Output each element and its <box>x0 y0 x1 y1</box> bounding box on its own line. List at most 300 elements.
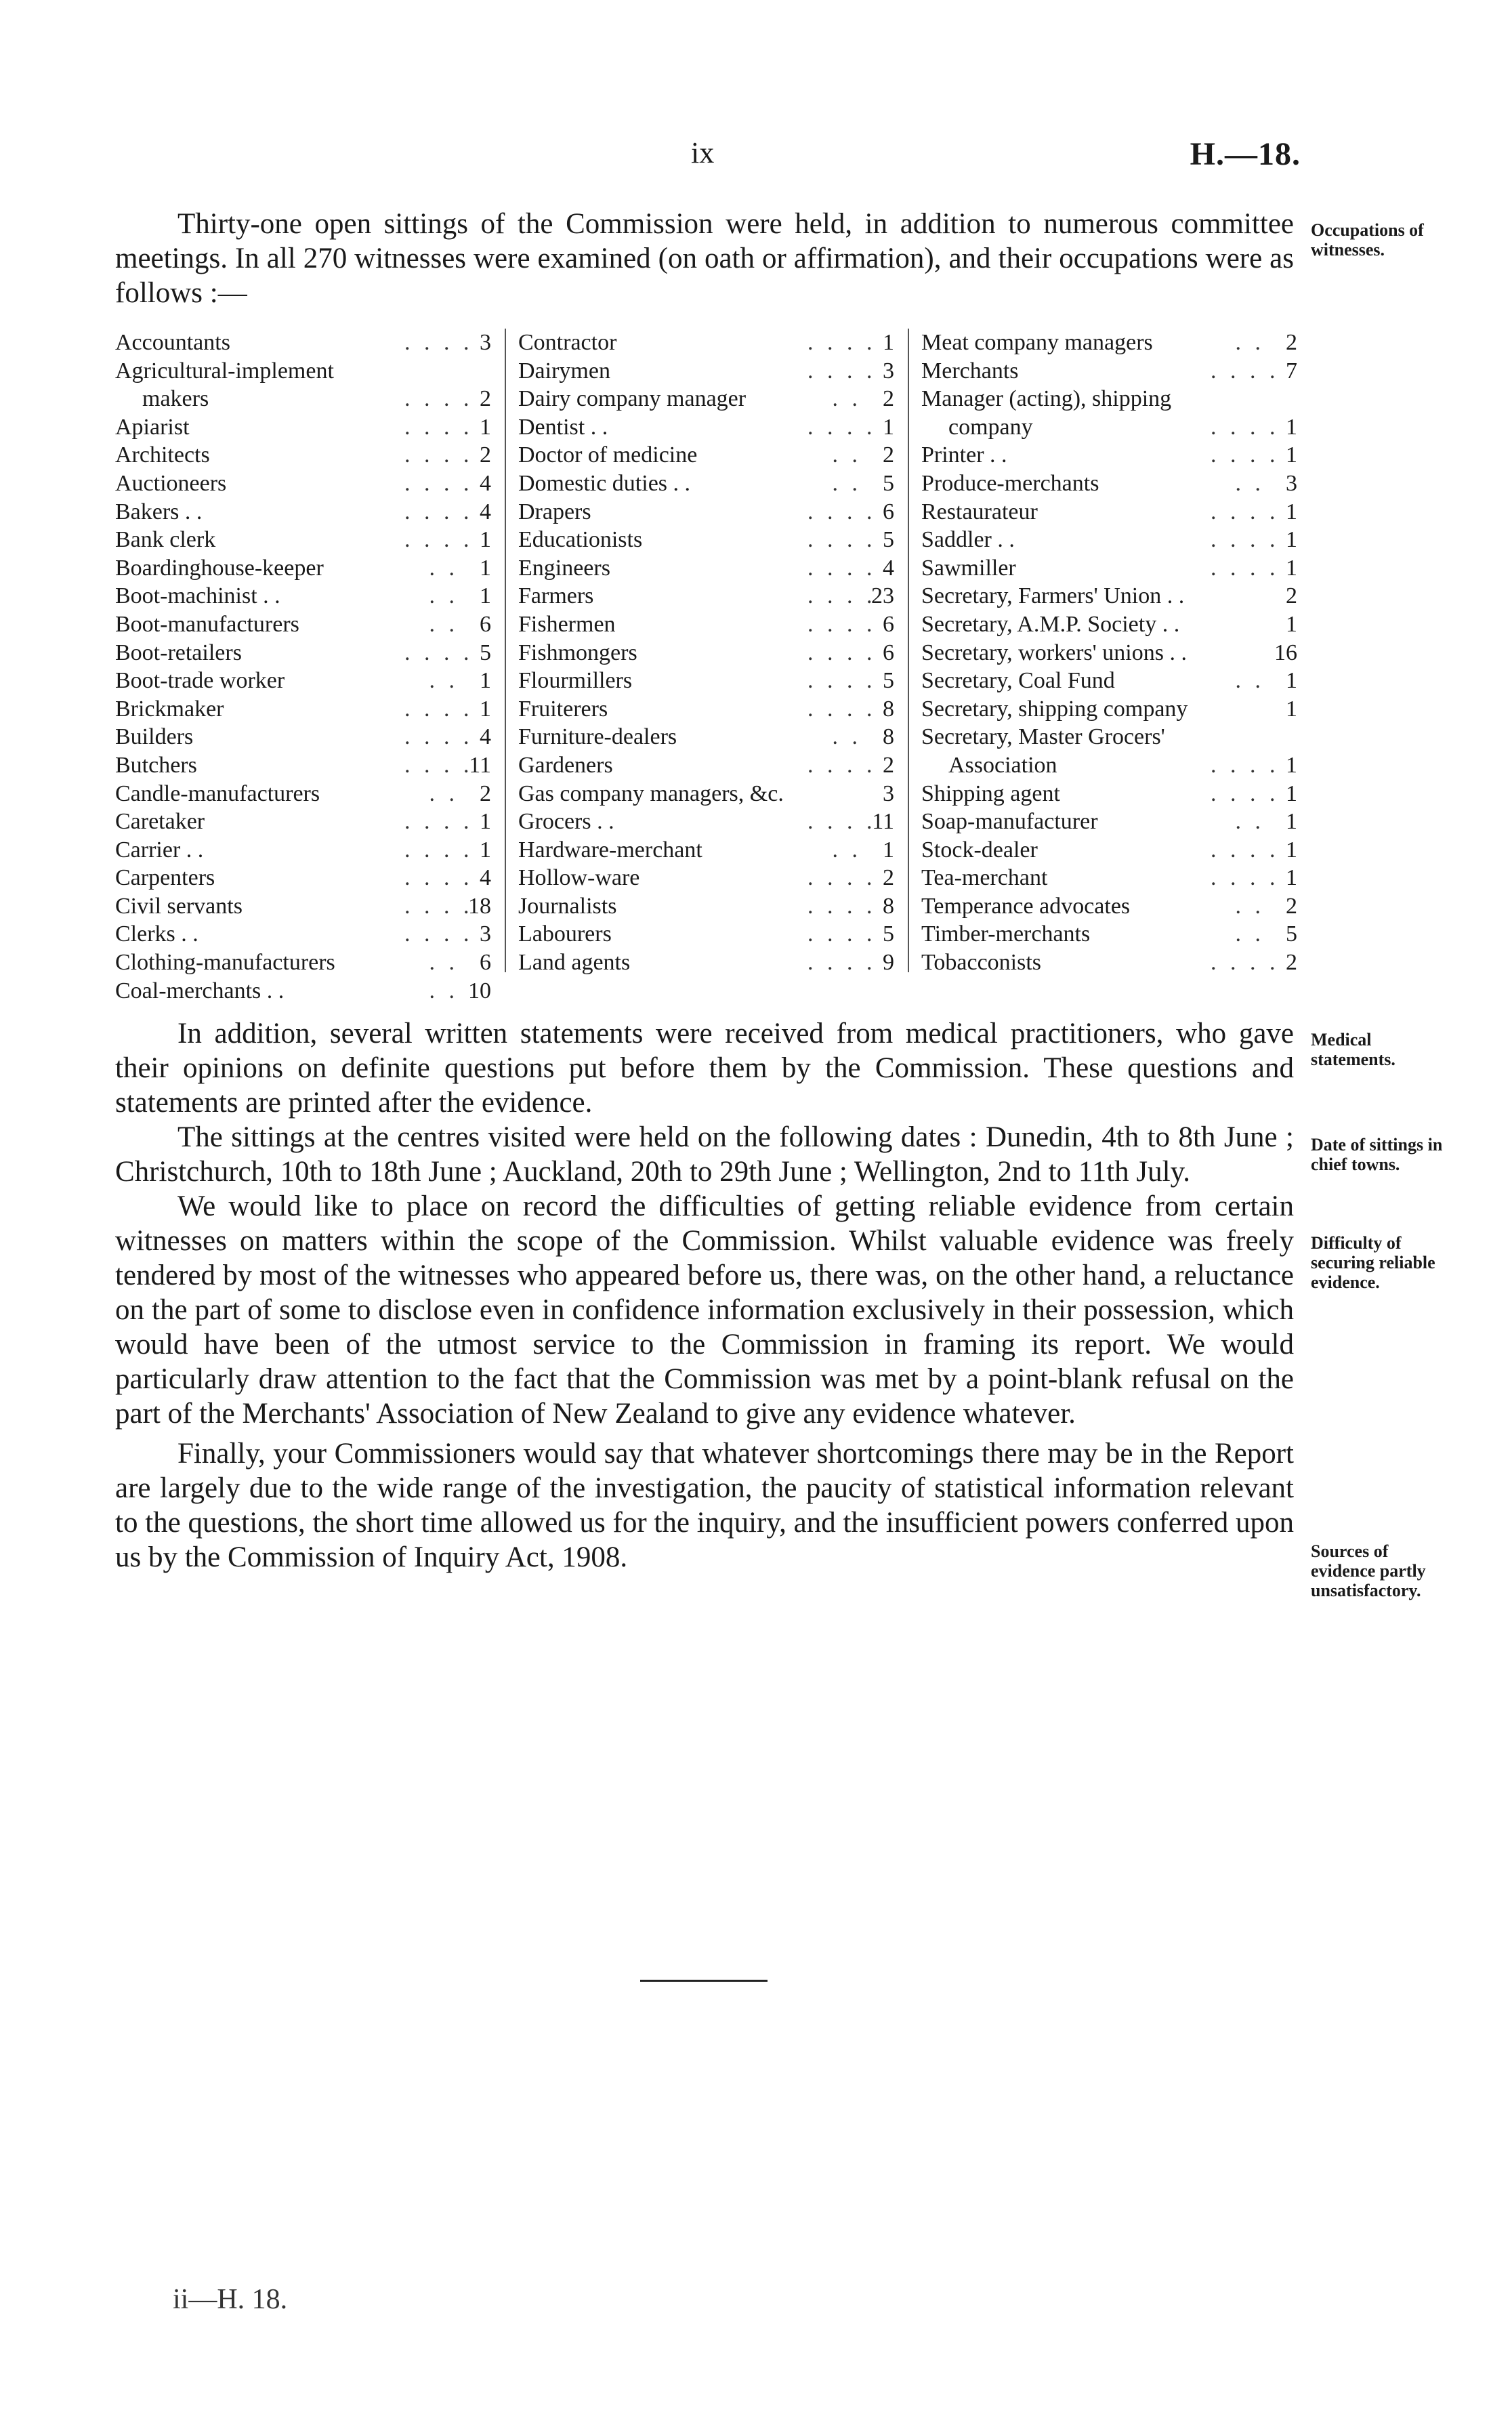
witness-count: 11 <box>469 752 491 778</box>
leader-dots <box>1211 385 1265 413</box>
intro-paragraph: Thirty-one open sittings of the Commission were held, in addition to numerous committee meetings. In all 270 witnesses were examined (on oath or affirmation), and their occupations were as follows :— <box>115 208 1294 309</box>
leader-dots <box>1211 695 1265 724</box>
leader-dots: . . . . <box>807 640 877 665</box>
witness-count: 7 <box>1286 358 1297 383</box>
occupation-name: Secretary, A.M.P. Society . . <box>921 611 1180 637</box>
page-number: ix <box>691 136 715 169</box>
witness-count: 4 <box>480 865 491 891</box>
occupation-name: Fishmongers <box>518 640 637 665</box>
occupation-name: Secretary, shipping company <box>921 696 1188 722</box>
occupation-row <box>921 836 1297 865</box>
leader-dots: . . . . <box>1211 837 1280 862</box>
witness-count: 8 <box>883 893 894 919</box>
occupation-row <box>518 639 894 667</box>
witness-count: 3 <box>1286 470 1297 496</box>
occupation-row <box>518 667 894 695</box>
occupation-name: Gas company managers, &c. <box>518 781 784 806</box>
witness-count: 1 <box>1286 527 1297 553</box>
witness-count: 1 <box>480 837 491 862</box>
leader-dots: . . <box>429 978 459 1003</box>
witness-count: 2 <box>1286 950 1297 976</box>
occupation-row <box>921 695 1297 724</box>
occupation-row <box>115 836 491 865</box>
occupation-name: Hollow-ware <box>518 865 640 891</box>
witness-count: 1 <box>480 414 491 440</box>
occupation-row <box>115 864 491 892</box>
leader-dots: . . <box>1235 668 1265 694</box>
occupation-row <box>518 357 894 386</box>
intro-section <box>115 207 1294 310</box>
occupation-row <box>518 526 894 554</box>
occupation-row <box>921 751 1297 780</box>
leader-dots: . . . . <box>1211 527 1280 553</box>
leader-dots: . . . . <box>404 499 474 524</box>
leader-dots: . . . . <box>807 668 877 694</box>
occupation-name: Clerks . . <box>115 921 198 947</box>
occupation-row <box>921 526 1297 554</box>
paragraph-difficulty: We would like to place on record the difficulties of getting reliable evidence from certain witnesses on matters within the scope of the Commission. Whilst valuable evidence was freely tendered by most of the witnesses who appeared before us, there was, on the other hand, a reluctance on the part of some to disclose even in confidence information exclusively in their possession, which would have been of the utmost service to the Commission in framing its report. We would particularly draw attention to the fact that the Commission was met by a point-blank refusal on the part of the Merchants' Association of New Zealand to give any evidence whatever. <box>115 1190 1294 1430</box>
body-text <box>115 1016 1294 1575</box>
leader-dots: . . . . <box>1211 781 1280 806</box>
leader-dots: . . . . <box>807 555 877 581</box>
leader-dots: . . . . <box>807 330 877 355</box>
document-reference: H.—18. <box>1190 136 1301 172</box>
occupation-name: Merchants <box>921 358 1019 383</box>
occupation-name: Shipping agent <box>921 781 1060 806</box>
witness-count: 5 <box>480 640 491 665</box>
occupation-row <box>115 554 491 583</box>
witness-count: 1 <box>1286 781 1297 806</box>
witness-count <box>1265 385 1297 413</box>
occupation-name: Doctor of medicine <box>518 442 698 468</box>
witness-count <box>459 357 491 386</box>
leader-dots <box>404 357 459 386</box>
witness-count: 5 <box>883 527 894 553</box>
occupation-name: Apiarist <box>115 414 190 440</box>
occupation-row <box>518 808 894 836</box>
leader-dots: . . . . <box>404 330 474 355</box>
witness-count: 2 <box>480 442 491 468</box>
occupation-name: Brickmaker <box>115 696 224 722</box>
occupation-name: Auctioneers <box>115 470 227 496</box>
occupation-row <box>518 441 894 470</box>
leader-dots: . . . . <box>1211 555 1280 581</box>
sidenote-dates: Date of sittings in chief towns. <box>1311 1135 1443 1174</box>
occupation-name: Restaurateur <box>921 499 1038 524</box>
occupation-name: Farmers <box>518 583 594 609</box>
occupation-row <box>115 920 491 949</box>
leader-dots: . . <box>429 781 459 806</box>
occupation-name: Stock-dealer <box>921 837 1038 862</box>
occupation-name: Secretary, workers' unions . . <box>921 640 1187 665</box>
occupation-name: Tobacconists <box>921 950 1042 976</box>
leader-dots: . . <box>832 386 862 412</box>
witness-count: 1 <box>480 527 491 553</box>
leader-dots: . . . . <box>807 358 877 383</box>
leader-dots: . . . . <box>404 893 474 919</box>
occupation-row <box>921 610 1297 639</box>
witness-count: 2 <box>480 781 491 806</box>
leader-dots: . . <box>429 950 459 976</box>
occupations-column-1 <box>115 329 491 1005</box>
witness-count: 18 <box>468 893 491 919</box>
leader-dots: . . . . <box>807 921 877 947</box>
occupation-name: Gardeners <box>518 752 613 778</box>
witness-count: 3 <box>883 358 894 383</box>
witness-count: 1 <box>1286 499 1297 524</box>
witness-count: 1 <box>883 837 894 862</box>
leader-dots: . . . . <box>1211 865 1280 891</box>
leader-dots: . . . . <box>404 921 474 947</box>
leader-dots: . . . . <box>1211 442 1280 468</box>
occupation-row <box>115 667 491 695</box>
sidenote-difficulty: Difficulty of securing reliable evidence. <box>1311 1233 1435 1292</box>
occupation-row <box>115 441 491 470</box>
paragraph-medical: In addition, several written statements were received from medical practitioners, who gave their opinions on definite questions put before them by the Commission. These questions and statements are printed after the evidence. <box>115 1018 1294 1119</box>
occupation-name: Grocers . . <box>518 809 614 835</box>
witness-count: 4 <box>480 724 491 750</box>
occupation-row <box>921 329 1297 357</box>
witness-count <box>1265 723 1297 751</box>
occupation-name: Fishermen <box>518 611 616 637</box>
occupation-row <box>921 385 1297 413</box>
page-header <box>0 136 1512 183</box>
leader-dots: . . . . <box>807 583 877 609</box>
occupation-row <box>921 582 1297 610</box>
occupation-name: Boot-retailers <box>115 640 242 665</box>
occupation-name: Candle-manufacturers <box>115 781 320 806</box>
leader-dots: . . . . <box>404 724 474 750</box>
leader-dots: . . . . <box>807 893 877 919</box>
occupation-name: Manager (acting), shipping <box>921 386 1172 412</box>
witness-count: 2 <box>883 386 894 412</box>
occupation-row <box>518 610 894 639</box>
occupation-name: Educationists <box>518 527 643 553</box>
occupation-row <box>115 357 491 386</box>
witness-count: 5 <box>883 921 894 947</box>
leader-dots: . . . . <box>1211 414 1280 440</box>
leader-dots: . . <box>832 442 862 468</box>
witness-count: 1 <box>883 330 894 355</box>
leader-dots: . . <box>1235 470 1265 496</box>
occupation-row <box>115 977 491 1005</box>
witness-count: 3 <box>480 330 491 355</box>
occupation-name: Domestic duties . . <box>518 470 691 496</box>
leader-dots <box>807 780 862 808</box>
column-divider <box>505 329 506 972</box>
occupation-row <box>518 920 894 949</box>
witness-count: 1 <box>480 555 491 581</box>
leader-dots: . . <box>1235 330 1265 355</box>
witness-count: 2 <box>480 386 491 412</box>
occupation-row <box>115 780 491 808</box>
occupation-name: Bank clerk <box>115 527 216 553</box>
witness-count: 2 <box>1286 583 1297 609</box>
witness-count: 1 <box>1286 611 1297 637</box>
witness-count: 23 <box>871 583 894 609</box>
leader-dots: . . . . <box>807 865 877 891</box>
occupation-row <box>518 385 894 413</box>
occupation-row <box>115 723 491 751</box>
leader-dots: . . . . <box>404 809 474 835</box>
occupation-row <box>115 639 491 667</box>
occupation-name: Carrier . . <box>115 837 204 862</box>
sidenote-occupations: Occupations of witnesses. <box>1311 220 1424 259</box>
leader-dots: . . . . <box>807 809 877 835</box>
occupation-name: Accountants <box>115 330 230 355</box>
occupations-column-2 <box>518 329 894 977</box>
occupation-row <box>115 413 491 442</box>
occupation-row <box>115 470 491 498</box>
witness-count: 1 <box>883 414 894 440</box>
leader-dots: . . . . <box>404 837 474 862</box>
occupation-row <box>921 808 1297 836</box>
occupation-row <box>921 667 1297 695</box>
occupation-name: Caretaker <box>115 809 205 835</box>
occupation-row <box>518 329 894 357</box>
occupation-row <box>518 892 894 921</box>
witness-count: 1 <box>1286 442 1297 468</box>
occupation-row <box>518 498 894 526</box>
occupation-name: Boot-trade worker <box>115 668 285 694</box>
leader-dots: . . . . <box>807 611 877 637</box>
occupation-row <box>921 441 1297 470</box>
occupation-name: Land agents <box>518 950 631 976</box>
occupation-row <box>518 582 894 610</box>
witness-count: 6 <box>883 640 894 665</box>
occupation-row <box>921 723 1297 751</box>
witness-count: 1 <box>1286 809 1297 835</box>
leader-dots: . . <box>429 555 459 581</box>
occupation-row <box>921 554 1297 583</box>
witness-count: 1 <box>480 809 491 835</box>
occupation-name: Timber-merchants <box>921 921 1091 947</box>
leader-dots: . . . . <box>807 499 877 524</box>
occupation-row <box>518 949 894 977</box>
occupation-row <box>518 864 894 892</box>
witness-count: 1 <box>1286 555 1297 581</box>
occupation-name: Association <box>948 752 1057 778</box>
occupation-name: Journalists <box>518 893 617 919</box>
witness-count: 1 <box>1286 696 1297 722</box>
leader-dots: . . . . <box>807 752 877 778</box>
occupation-name: Boot-machinist . . <box>115 583 280 609</box>
occupation-row <box>518 723 894 751</box>
leader-dots: . . <box>1235 893 1265 919</box>
occupation-row <box>518 780 894 808</box>
witness-count: 2 <box>883 442 894 468</box>
leader-dots: . . <box>1235 809 1265 835</box>
occupation-name: Boot-manufacturers <box>115 611 299 637</box>
leader-dots: . . <box>832 724 862 750</box>
occupation-name: Butchers <box>115 752 197 778</box>
witness-count: 6 <box>883 611 894 637</box>
occupation-row <box>921 357 1297 386</box>
occupation-row <box>921 892 1297 921</box>
occupation-name: Meat company managers <box>921 330 1153 355</box>
leader-dots: . . . . <box>404 386 474 412</box>
occupation-row <box>921 920 1297 949</box>
section-rule <box>640 1980 768 1982</box>
occupation-name: Temperance advocates <box>921 893 1131 919</box>
occupation-name: Drapers <box>518 499 591 524</box>
witness-count: 9 <box>883 950 894 976</box>
witness-count: 11 <box>872 809 894 835</box>
occupation-row <box>518 413 894 442</box>
occupation-row <box>115 526 491 554</box>
witness-count: 6 <box>883 499 894 524</box>
occupation-name: Carpenters <box>115 865 215 891</box>
occupation-row <box>921 949 1297 977</box>
column-divider <box>908 329 909 972</box>
leader-dots: . . . . <box>404 442 474 468</box>
occupation-name: Boardinghouse-keeper <box>115 555 324 581</box>
leader-dots <box>1211 639 1265 667</box>
witness-count: 2 <box>883 752 894 778</box>
leader-dots: . . . . <box>1211 950 1280 976</box>
witness-count: 8 <box>883 724 894 750</box>
occupation-name: Clothing-manufacturers <box>115 950 335 976</box>
witness-count: 10 <box>468 978 491 1003</box>
occupation-row <box>518 695 894 724</box>
occupation-name: Secretary, Farmers' Union . . <box>921 583 1185 609</box>
occupations-column-3 <box>921 329 1297 977</box>
occupation-row <box>518 836 894 865</box>
leader-dots: . . . . <box>404 470 474 496</box>
leader-dots: . . . . <box>807 527 877 553</box>
witness-count: 4 <box>480 470 491 496</box>
occupation-name: Agricultural-implement <box>115 358 334 383</box>
witness-count: 6 <box>480 611 491 637</box>
occupation-name: Dairy company manager <box>518 386 747 412</box>
sidenote-sources: Sources of evidence partly unsatisfactory. <box>1311 1541 1426 1600</box>
witness-count: 5 <box>883 668 894 694</box>
sidenote-medical: Medical statements. <box>1311 1030 1395 1069</box>
witness-count: 16 <box>1274 640 1297 665</box>
witness-count: 2 <box>1286 893 1297 919</box>
occupation-name: Secretary, Master Grocers' <box>921 724 1165 750</box>
witness-count: 3 <box>883 781 894 806</box>
leader-dots: . . . . <box>404 752 474 778</box>
occupation-row <box>921 470 1297 498</box>
occupation-name: Coal-merchants . . <box>115 978 285 1003</box>
occupation-name: Soap-manufacturer <box>921 809 1098 835</box>
leader-dots: . . <box>1235 921 1265 947</box>
witness-count: 4 <box>883 555 894 581</box>
witness-count: 1 <box>1286 865 1297 891</box>
leader-dots: . . <box>832 470 862 496</box>
occupation-row <box>115 498 491 526</box>
paragraph-finally: Finally, your Commissioners would say that whatever shortcomings there may be in the Report are largely due to the wide range of the investigation, the paucity of statistical information relevant to the questions, the short time allowed us for the inquiry, and the insufficient powers conferred upon us by the Commission of Inquiry Act, 1908. <box>115 1438 1294 1573</box>
occupation-name: Flourmillers <box>518 668 633 694</box>
occupation-row <box>921 639 1297 667</box>
occupation-name: Dentist . . <box>518 414 608 440</box>
leader-dots: . . <box>429 668 459 694</box>
leader-dots: . . . . <box>404 696 474 722</box>
leader-dots <box>1211 610 1265 639</box>
occupation-name: Contractor <box>518 330 617 355</box>
leader-dots: . . . . <box>1211 358 1280 383</box>
occupation-row <box>115 892 491 921</box>
occupation-row <box>115 695 491 724</box>
occupation-row <box>115 329 491 357</box>
leader-dots: . . . . <box>404 527 474 553</box>
occupation-name: Architects <box>115 442 210 468</box>
leader-dots: . . . . <box>404 640 474 665</box>
witness-count: 1 <box>1286 414 1297 440</box>
leader-dots: . . . . <box>807 950 877 976</box>
occupation-name: Produce-merchants <box>921 470 1099 496</box>
occupation-name: Sawmiller <box>921 555 1016 581</box>
occupation-name: Bakers . . <box>115 499 203 524</box>
witness-count: 4 <box>480 499 491 524</box>
occupation-name: Fruiterers <box>518 696 608 722</box>
occupation-name: Civil servants <box>115 893 243 919</box>
occupation-row <box>115 582 491 610</box>
leader-dots: . . . . <box>1211 752 1280 778</box>
occupation-name: Hardware-merchant <box>518 837 702 862</box>
witness-count: 1 <box>480 668 491 694</box>
footer-signature: ii—H. 18. <box>173 2284 288 2315</box>
occupation-name: Secretary, Coal Fund <box>921 668 1115 694</box>
occupation-row <box>115 808 491 836</box>
occupation-row <box>115 610 491 639</box>
occupations-table <box>115 329 1297 1006</box>
witness-count: 1 <box>1286 668 1297 694</box>
occupation-name: Tea-merchant <box>921 865 1048 891</box>
witness-count: 6 <box>480 950 491 976</box>
leader-dots <box>1211 723 1265 751</box>
occupation-row <box>115 751 491 780</box>
occupation-name: makers <box>142 386 209 412</box>
witness-count: 8 <box>883 696 894 722</box>
occupation-row <box>518 751 894 780</box>
occupation-name: Dairymen <box>518 358 610 383</box>
occupation-row <box>518 554 894 583</box>
leader-dots: . . . . <box>807 696 877 722</box>
occupation-row <box>921 498 1297 526</box>
paragraph-dates: The sittings at the centres visited were held on the following dates : Dunedin, 4th to 8th June ; Christchurch, 10th to 18th June ; Auckland, 20th to 29th June ; Wellington, 2nd to 11th July. <box>115 1121 1294 1188</box>
leader-dots: . . . . <box>404 865 474 891</box>
leader-dots <box>1211 582 1265 610</box>
occupation-name: Engineers <box>518 555 610 581</box>
leader-dots: . . <box>832 837 862 862</box>
witness-count: 5 <box>883 470 894 496</box>
occupation-row <box>921 780 1297 808</box>
occupation-row <box>518 470 894 498</box>
leader-dots: . . . . <box>807 414 877 440</box>
leader-dots: . . <box>429 583 459 609</box>
leader-dots: . . <box>429 611 459 637</box>
occupation-row <box>115 385 491 413</box>
witness-count: 2 <box>883 865 894 891</box>
witness-count: 1 <box>1286 837 1297 862</box>
occupation-name: Saddler . . <box>921 527 1015 553</box>
occupation-row <box>921 864 1297 892</box>
witness-count: 1 <box>480 583 491 609</box>
occupation-row <box>921 413 1297 442</box>
witness-count: 3 <box>480 921 491 947</box>
occupation-row <box>115 949 491 977</box>
occupation-name: Printer . . <box>921 442 1007 468</box>
leader-dots: . . . . <box>404 414 474 440</box>
witness-count: 1 <box>1286 752 1297 778</box>
occupation-name: company <box>948 414 1033 440</box>
leader-dots: . . . . <box>1211 499 1280 524</box>
occupation-name: Labourers <box>518 921 612 947</box>
witness-count: 2 <box>1286 330 1297 355</box>
witness-count: 5 <box>1286 921 1297 947</box>
